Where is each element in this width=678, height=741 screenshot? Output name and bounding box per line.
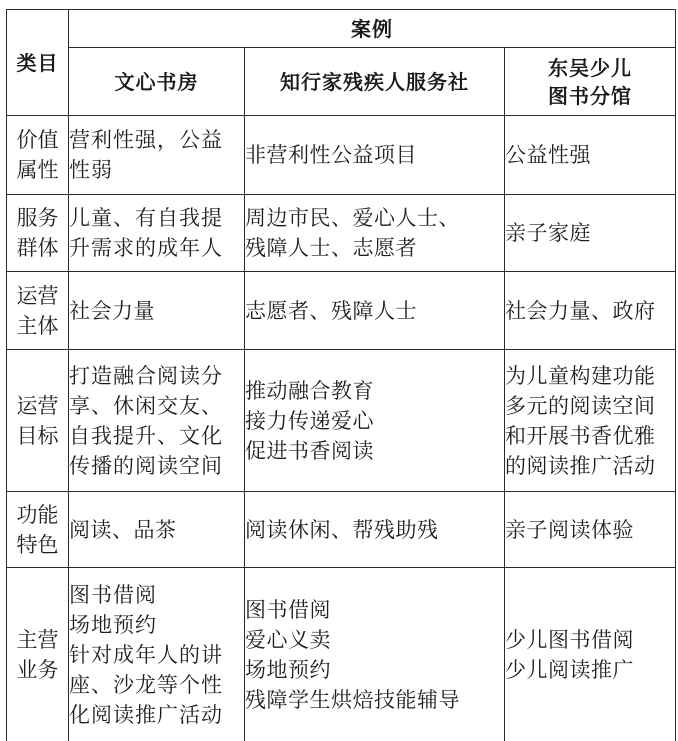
table-cell: 为儿童构建功能 多元的阅读空间 和开展书香优雅 的阅读推广活动 (505, 350, 676, 492)
table-row (7, 350, 676, 492)
table-cell: 社会力量、政府 (505, 272, 676, 350)
table-cell: 阅读休闲、帮残助残 (245, 492, 505, 568)
row-category: 服务 群体 (7, 195, 69, 272)
header-row-top (7, 10, 676, 48)
header-category: 类目 (7, 10, 69, 116)
table-cell: 周边市民、爱心人士、 残障人士、志愿者 (245, 195, 505, 272)
case-comparison-table (6, 9, 676, 741)
table-cell: 志愿者、残障人士 (245, 272, 505, 350)
table-row (7, 116, 676, 195)
table-cell: 阅读、品茶 (69, 492, 245, 568)
table-cell: 公益性强 (505, 116, 676, 195)
header-column-dongwu: 东吴少儿 图书分馆 (505, 48, 676, 116)
table-cell: 营利性强，公益 性弱 (69, 116, 245, 195)
table-cell: 亲子家庭 (505, 195, 676, 272)
header-case: 案例 (69, 10, 676, 48)
row-category: 运营 主体 (7, 272, 69, 350)
header-row-columns (7, 48, 676, 116)
row-category: 运营 目标 (7, 350, 69, 492)
row-category: 价值 属性 (7, 116, 69, 195)
table-cell: 少儿图书借阅 少儿阅读推广 (505, 568, 676, 741)
table-cell: 推动融合教育 接力传递爱心 促进书香阅读 (245, 350, 505, 492)
table-row (7, 195, 676, 272)
table-cell: 打造融合阅读分 享、休闲交友、 自我提升、文化 传播的阅读空间 (69, 350, 245, 492)
table-cell: 图书借阅 场地预约 针对成年人的讲 座、沙龙等个性 化阅读推广活动 (69, 568, 245, 741)
table-cell: 社会力量 (69, 272, 245, 350)
table-row (7, 492, 676, 568)
table-cell: 图书借阅 爱心义卖 场地预约 残障学生烘焙技能辅导 (245, 568, 505, 741)
table-row (7, 568, 676, 741)
row-category: 功能 特色 (7, 492, 69, 568)
table-cell: 儿童、有自我提 升需求的成年人 (69, 195, 245, 272)
row-category: 主营 业务 (7, 568, 69, 741)
table-cell: 非营利性公益项目 (245, 116, 505, 195)
header-column-wenxin: 文心书房 (69, 48, 245, 116)
table-cell: 亲子阅读体验 (505, 492, 676, 568)
header-column-zhixingjia: 知行家残疾人服务社 (245, 48, 505, 116)
table-row (7, 272, 676, 350)
